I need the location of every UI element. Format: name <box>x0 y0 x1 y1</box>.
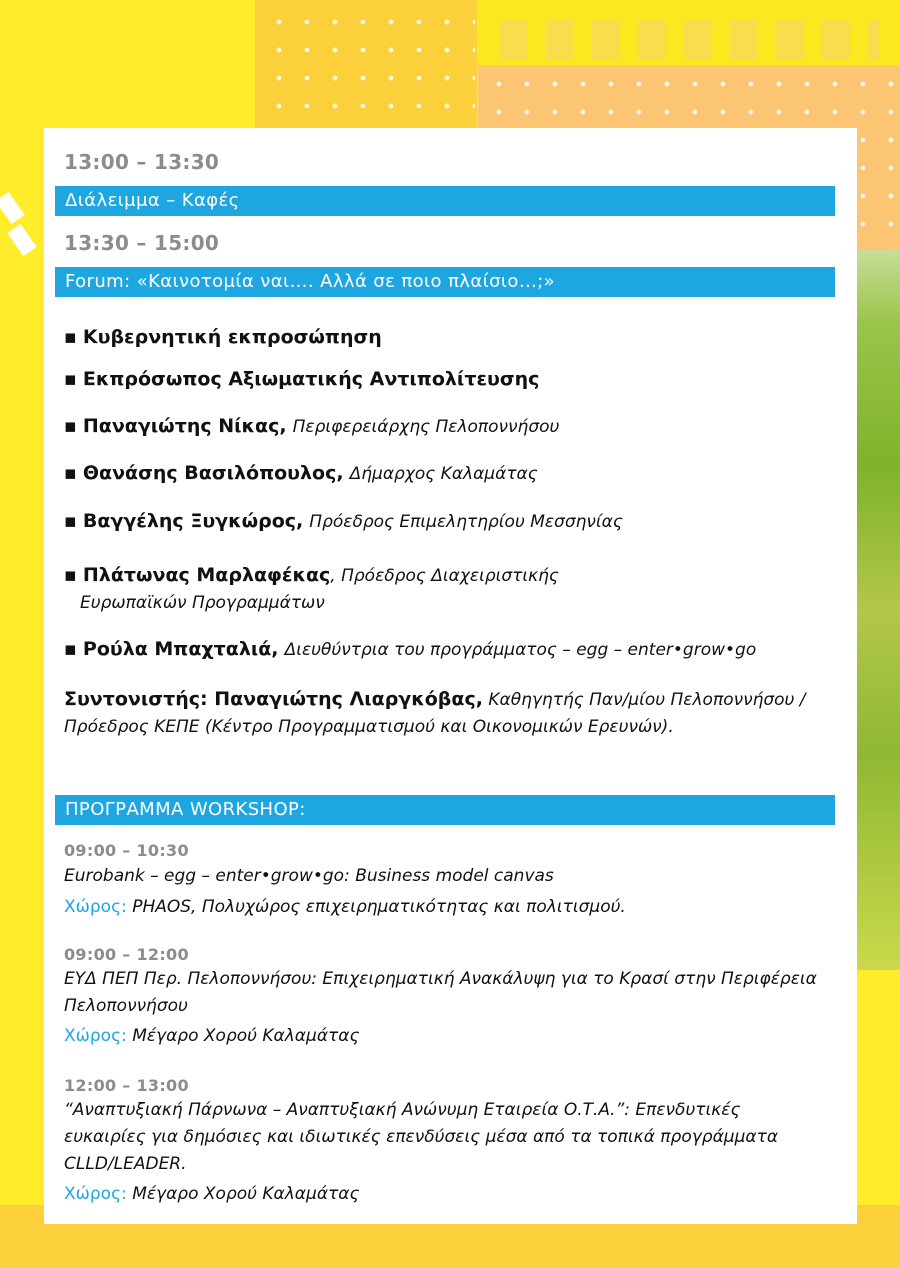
speaker-item <box>64 326 382 348</box>
bullet-icon: ▪ <box>64 415 77 437</box>
speaker-item <box>64 510 623 532</box>
section-bar-break: Διάλειμμα – Καφές <box>55 186 835 216</box>
bullet-icon: ▪ <box>64 462 77 484</box>
coordinator-name: Συντονιστής: Παναγιώτης Λιαργκόβας, <box>64 688 483 710</box>
speaker-item <box>64 564 559 586</box>
speaker-item <box>64 462 538 484</box>
session-venue <box>64 1184 359 1204</box>
session-time: 09:00 – 12:00 <box>64 945 189 964</box>
session-venue <box>64 1026 359 1046</box>
section-bar-forum: Forum: «Καινοτομία ναι…. Αλλά σε ποιο πλαίσιο…;» <box>55 267 835 297</box>
speaker-name: Βαγγέλης Ξυγκώρος, <box>82 510 304 532</box>
venue-label: Χώρος: <box>64 897 127 917</box>
speaker-name: Πλάτωνας Μαρλαφέκας <box>82 564 331 586</box>
bullet-icon: ▪ <box>64 510 77 532</box>
venue-value: Μέγαρο Χορού Καλαμάτας <box>132 1184 360 1204</box>
speaker-name: Παναγιώτης Νίκας, <box>82 415 287 437</box>
bullet-icon: ▪ <box>64 326 77 348</box>
speaker-item <box>64 638 756 660</box>
speaker-name: Κυβερνητική εκπροσώπηση <box>82 326 382 348</box>
session-time: 12:00 – 13:00 <box>64 1076 189 1095</box>
section-bar-workshop: ΠΡΟΓΡΑΜΜΑ WORKSHOP: <box>55 795 835 825</box>
speaker-item <box>64 368 539 390</box>
speaker-role: Περιφερειάρχης Πελοποννήσου <box>292 417 560 437</box>
session-title: “Αναπτυξιακή Πάρνωνα – Αναπτυξιακή Ανώνυμη Εταιρεία Ο.Τ.Α.”: Επενδυτικές ευκαιρίες για δημόσιες και ιδιωτικές επενδύσεις μέσα από τα τοπικά προγράμματα CLLD/LEADER. <box>64 1100 779 1174</box>
bullet-icon: ▪ <box>64 638 77 660</box>
venue-label: Χώρος: <box>64 1026 127 1046</box>
speaker-role: , Πρόεδρος Διαχειριστικής <box>330 566 559 586</box>
bullet-icon: ▪ <box>64 564 77 586</box>
speaker-role: Πρόεδρος Επιμελητηρίου Μεσσηνίας <box>309 512 623 532</box>
speaker-item <box>64 415 559 437</box>
speaker-name: Θανάσης Βασιλόπουλος, <box>82 462 344 484</box>
slot-time: 13:00 – 13:30 <box>64 150 220 174</box>
speaker-role-continued: Ευρωπαϊκών Προγραμμάτων <box>80 593 325 613</box>
dot-pattern <box>265 8 475 123</box>
speaker-role: Δήμαρχος Καλαμάτας <box>349 464 538 484</box>
speaker-role: Διευθύντρια του προγράμματος – egg – enter•grow•go <box>284 640 757 660</box>
session-title: ΕΥΔ ΠΕΠ Περ. Πελοποννήσου: Επιχειρηματική Ανακάλυψη για το Κρασί στην Περιφέρεια Πελοποννήσου <box>64 969 817 1016</box>
session-venue <box>64 897 626 917</box>
session-time: 09:00 – 10:30 <box>64 841 189 860</box>
venue-label: Χώρος: <box>64 1184 127 1204</box>
venue-value: Μέγαρο Χορού Καλαμάτας <box>132 1026 360 1046</box>
speaker-name: Ρούλα Μπαχταλιά, <box>82 638 279 660</box>
coordinator <box>64 686 824 741</box>
coordinator-role: Καθηγητής Παν/μίου Πελοποννήσου / Πρόεδρος ΚΕΠΕ (Κέντρο Προγραμματισμού και Οικονομικών Ερευνών). <box>64 690 806 737</box>
slot-time: 13:30 – 15:00 <box>64 231 220 255</box>
session-title: Eurobank – egg – enter•grow•go: Business model canvas <box>64 866 554 886</box>
dash-pattern <box>500 20 880 60</box>
bullet-icon: ▪ <box>64 368 77 390</box>
venue-value: PHAOS, Πολυχώρος επιχειρηματικότητας και πολιτισμού. <box>132 897 626 917</box>
speaker-name: Εκπρόσωπος Αξιωματικής Αντιπολίτευσης <box>82 368 540 390</box>
decorative-shape <box>0 190 40 260</box>
